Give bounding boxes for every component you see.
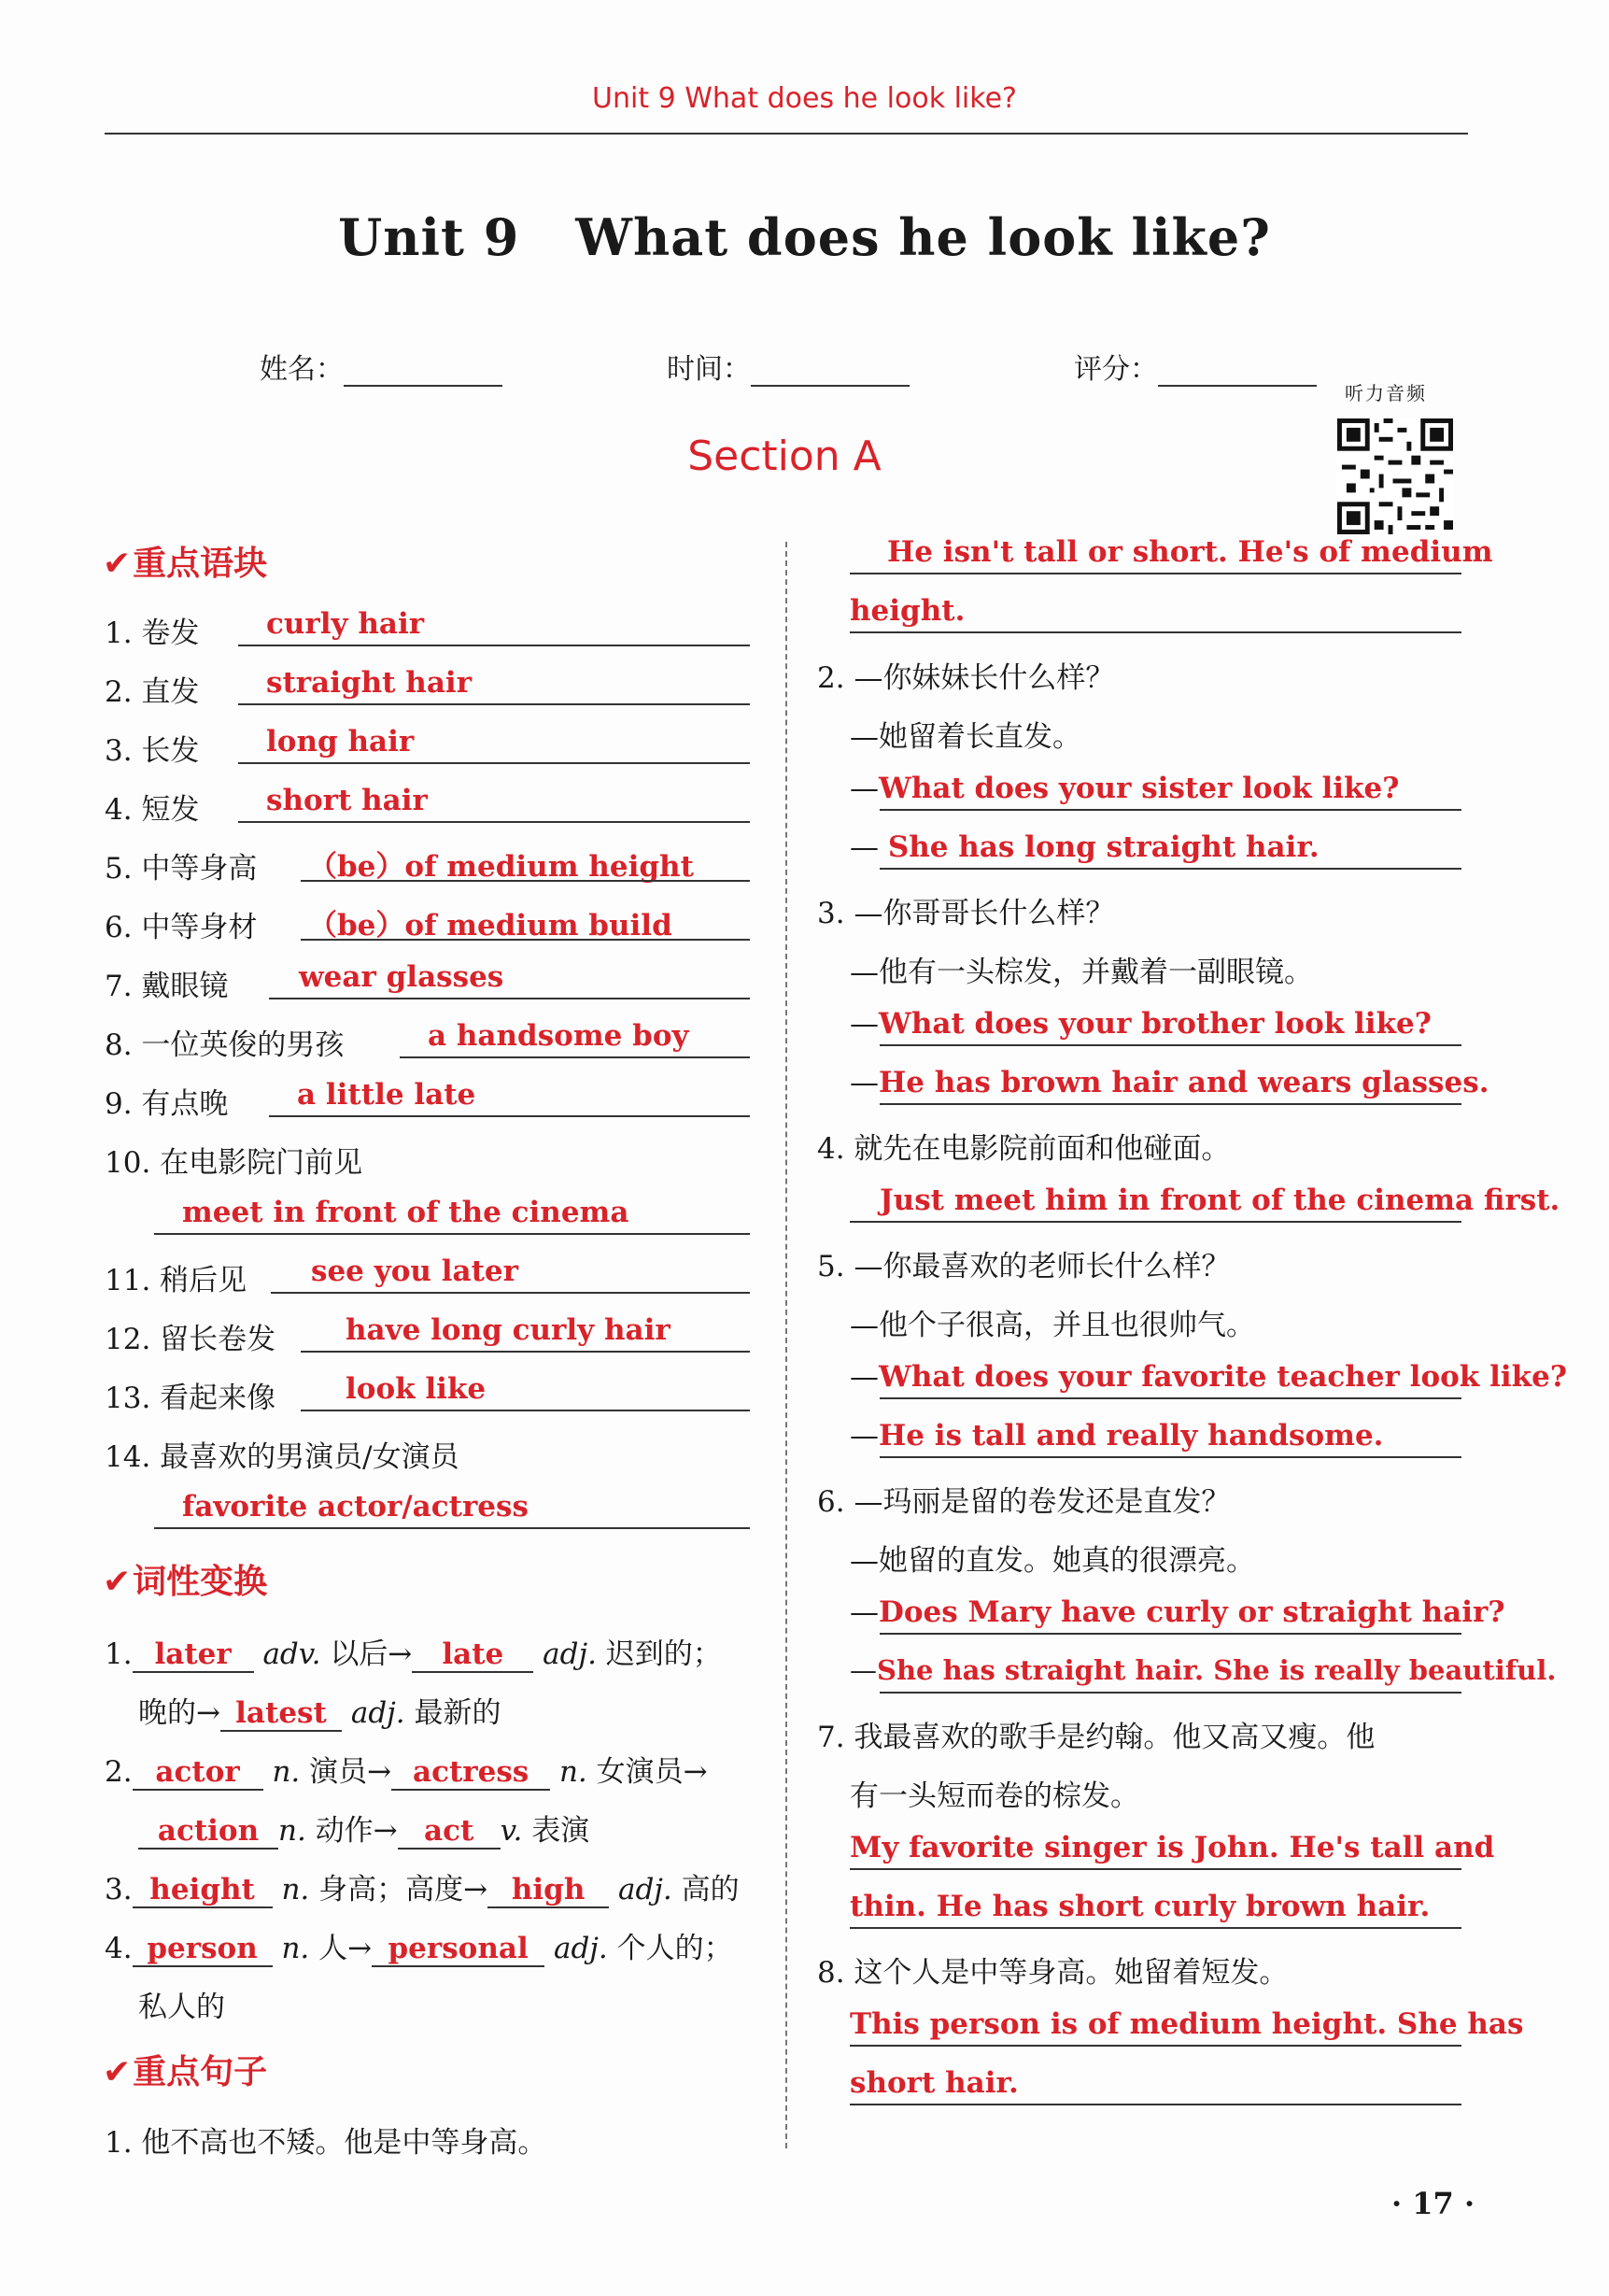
vocab-en-8: a handsome boy	[428, 1019, 689, 1053]
running-header: Unit 9 What does he look like?	[592, 82, 1017, 115]
wordform-blank[interactable]: latest	[220, 1696, 342, 1732]
vocab-heading: ✔重点语块	[103, 545, 268, 583]
answer-line[interactable]	[880, 1456, 1461, 1458]
sentence-7-en-a: My favorite singer is John. He's tall and	[850, 1831, 1495, 1864]
wordform-row-1a: 1. later adv. 以后→ late adj. 迟到的；	[105, 1637, 722, 1671]
vocab-blank-9[interactable]	[269, 1115, 750, 1117]
answer-line[interactable]	[850, 1221, 1461, 1223]
answer-line[interactable]	[850, 1868, 1461, 1870]
sentence-4-cn: 4. 就先在电影院前面和他碰面。	[817, 1132, 1231, 1166]
vocab-en-11: see you later	[311, 1254, 518, 1288]
vocab-cn-9: 9. 有点晚	[105, 1087, 229, 1121]
sentence-2-a: —她留着长直发。	[850, 720, 1081, 754]
vocab-cn-6: 6. 中等身材	[105, 911, 258, 944]
vocab-blank-12[interactable]	[301, 1351, 750, 1353]
wordforms-heading: ✔词性变换	[103, 1563, 268, 1601]
sentence-7-en-b: thin. He has short curly brown hair.	[850, 1890, 1431, 1923]
vocab-en-6: （be）of medium build	[308, 909, 672, 942]
title-unit: Unit 9	[338, 207, 520, 267]
vocab-blank-7[interactable]	[269, 998, 750, 999]
answer-line[interactable]	[880, 1397, 1461, 1399]
checkmark-icon: ✔	[103, 1563, 132, 1601]
time-label: 时间：	[667, 353, 751, 386]
answer-line[interactable]	[880, 868, 1461, 870]
sentence-8-en-a: This person is of medium height. She has	[850, 2007, 1524, 2041]
sentence-3-en-a: —He has brown hair and wears glasses.	[850, 1066, 1489, 1099]
answer-line[interactable]	[850, 573, 1461, 574]
sentence-6-en-a: —She has straight hair. She is really beautiful.	[850, 1654, 1557, 1686]
sentence-7-cn-a: 7. 我最喜欢的歌手是约翰。他又高又瘦。他	[817, 1721, 1376, 1754]
vocab-cn-8: 8. 一位英俊的男孩	[105, 1028, 345, 1062]
vocab-en-1: curly hair	[266, 607, 425, 641]
sentences-heading: ✔重点句子	[103, 2053, 268, 2091]
name-label: 姓名：	[260, 353, 344, 386]
wordform-blank[interactable]: act	[398, 1814, 501, 1850]
vocab-cn-4: 4. 短发	[105, 793, 200, 827]
answer-line[interactable]	[880, 809, 1461, 811]
vocab-en-14: favorite actor/actress	[182, 1490, 529, 1524]
sentence-4-en: Just meet him in front of the cinema first.	[880, 1183, 1560, 1217]
vocab-blank-13[interactable]	[301, 1410, 750, 1411]
vocab-en-2: straight hair	[266, 666, 473, 700]
title-text: What does he look like?	[575, 207, 1271, 267]
answer-line[interactable]	[850, 2104, 1461, 2105]
vocab-blank-5[interactable]	[301, 880, 750, 882]
sentence-2-q: 2. —你妹妹长什么样？	[817, 661, 1115, 695]
score-label: 评分：	[1074, 353, 1158, 386]
vocab-cn-1: 1. 卷发	[105, 617, 200, 650]
answer-line[interactable]	[850, 631, 1461, 633]
sentence-6-en-q: —Does Mary have curly or straight hair?	[850, 1595, 1505, 1629]
sentence-6-q: 6. —玛丽是留的卷发还是直发？	[817, 1485, 1231, 1519]
score-field[interactable]	[1074, 346, 1317, 387]
vocab-blank-14[interactable]	[154, 1527, 750, 1529]
name-field[interactable]	[260, 346, 502, 387]
sentence-5-q: 5. —你最喜欢的老师长什么样？	[817, 1250, 1231, 1283]
sentence-2-en-q: —What does your sister look like?	[850, 772, 1400, 805]
vocab-cn-12: 12. 留长卷发	[105, 1323, 276, 1356]
wordform-blank[interactable]: action	[138, 1814, 278, 1850]
vocab-cn-10: 10. 在电影院门前见	[105, 1146, 363, 1180]
wordform-blank[interactable]: actor	[133, 1755, 263, 1791]
sentence-5-en-a: —He is tall and really handsome.	[850, 1419, 1384, 1453]
wordform-blank[interactable]: actress	[391, 1755, 550, 1791]
wordform-blank[interactable]: later	[133, 1637, 254, 1673]
vocab-blank-4[interactable]	[238, 821, 750, 823]
vocab-en-13: look like	[346, 1372, 487, 1406]
checkmark-icon: ✔	[103, 2053, 132, 2091]
vocab-cn-13: 13. 看起来像	[105, 1382, 276, 1415]
wordform-blank[interactable]: person	[133, 1932, 273, 1967]
wordform-row-2a: 2. actor n. 演员→ actress n. 女演员→	[105, 1755, 708, 1789]
wordform-row-2b: action n. 动作→ act v. 表演	[138, 1807, 589, 1850]
answer-line[interactable]	[880, 1692, 1461, 1694]
vocab-en-5: （be）of medium height	[308, 850, 694, 884]
vocab-blank-3[interactable]	[238, 762, 750, 764]
vocab-cn-7: 7. 戴眼镜	[105, 970, 229, 1003]
sentence-6-a: —她留的直发。她真的很漂亮。	[850, 1544, 1255, 1578]
vocab-blank-2[interactable]	[238, 703, 750, 705]
vocab-blank-10[interactable]	[154, 1233, 750, 1235]
sentence-5-a: —他个子很高，并且也很帅气。	[850, 1309, 1255, 1342]
section-title: Section A	[687, 432, 882, 480]
wordform-row-3: 3. height n. 身高；高度→ high adj. 高的	[105, 1873, 740, 1906]
sentence-1-cn: 1. 他不高也不矮。他是中等身高。	[105, 2126, 547, 2160]
vocab-en-7: wear glasses	[299, 960, 504, 994]
answer-line[interactable]	[880, 1103, 1461, 1105]
time-blank[interactable]	[751, 357, 910, 387]
answer-line[interactable]	[850, 2045, 1461, 2047]
wordform-row-1b: 晚的→ latest adj. 最新的	[138, 1696, 501, 1730]
vocab-blank-1[interactable]	[238, 645, 750, 646]
answer-line[interactable]	[880, 1044, 1461, 1046]
vocab-cn-2: 2. 直发	[105, 675, 200, 709]
sentence-8-en-b: short hair.	[850, 2066, 1019, 2100]
wordform-blank[interactable]: personal	[372, 1932, 544, 1967]
wordform-row-4b: 私人的	[138, 1991, 225, 2024]
time-field[interactable]	[667, 346, 910, 387]
answer-line[interactable]	[850, 1927, 1461, 1929]
vocab-cn-14: 14. 最喜欢的男演员/女演员	[105, 1440, 459, 1474]
answer-line[interactable]	[880, 1633, 1461, 1635]
name-blank[interactable]	[344, 357, 502, 387]
vocab-cn-11: 11. 稍后见	[105, 1264, 247, 1297]
sentence-2-en-a: — She has long straight hair.	[850, 830, 1320, 864]
wordform-blank[interactable]: late	[412, 1637, 533, 1673]
vocab-en-10: meet in front of the cinema	[182, 1196, 629, 1229]
sentence-8-cn: 8. 这个人是中等身高。她留着短发。	[817, 1956, 1289, 1990]
sentence-3-en-q: —What does your brother look like?	[850, 1007, 1432, 1041]
score-blank[interactable]	[1158, 357, 1317, 387]
vocab-blank-8[interactable]	[400, 1056, 750, 1058]
qr-label: 听力音频	[1345, 382, 1427, 404]
sentence-7-cn-b: 有一头短而卷的棕发。	[850, 1779, 1139, 1813]
sentence-1-en-a: He isn't tall or short. He's of medium	[887, 535, 1493, 569]
header-rule	[105, 133, 1468, 135]
column-divider	[785, 542, 787, 2148]
vocab-blank-6[interactable]	[301, 939, 750, 941]
sentence-1-en-b: height.	[850, 594, 966, 628]
vocab-en-9: a little late	[297, 1078, 476, 1112]
vocab-en-3: long hair	[266, 725, 415, 758]
vocab-en-12: have long curly hair	[346, 1313, 670, 1347]
vocab-cn-5: 5. 中等身高	[105, 852, 258, 886]
vocab-en-4: short hair	[266, 784, 428, 817]
wordform-blank[interactable]: high	[487, 1873, 609, 1908]
checkmark-icon: ✔	[103, 545, 132, 583]
page-number: · 17 ·	[1391, 2186, 1475, 2221]
vocab-cn-3: 3. 长发	[105, 734, 200, 768]
wordform-row-4a: 4. person n. 人→ personal adj. 个人的；	[105, 1932, 733, 1965]
sentence-5-en-q: —What does your favorite teacher look like?	[850, 1360, 1567, 1394]
sentence-3-q: 3. —你哥哥长什么样？	[817, 897, 1115, 930]
page-title	[0, 207, 1609, 267]
wordform-blank[interactable]: height	[133, 1873, 273, 1908]
sentence-3-a: —他有一头棕发，并戴着一副眼镜。	[850, 956, 1313, 989]
vocab-blank-11[interactable]	[271, 1292, 750, 1294]
